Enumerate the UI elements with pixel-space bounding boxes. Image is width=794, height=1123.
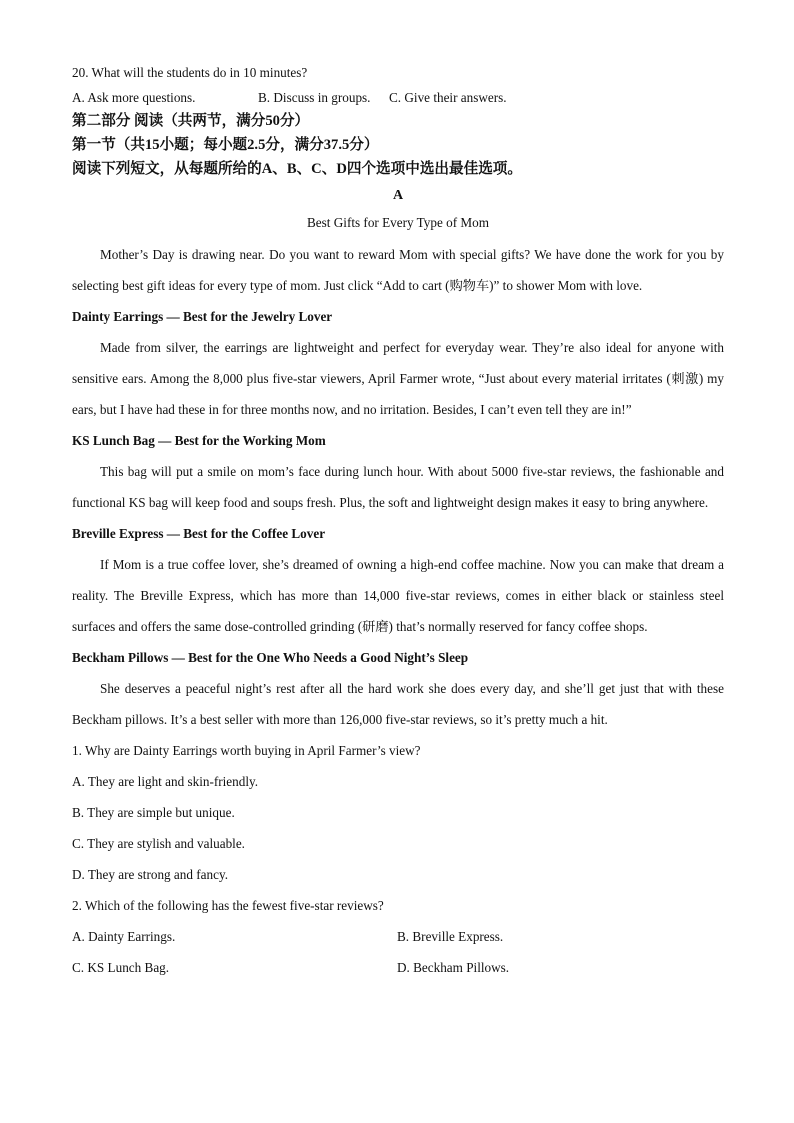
passage-title: Best Gifts for Every Type of Mom	[307, 215, 489, 230]
question-1-option-c: C. They are stylish and valuable.	[72, 836, 245, 851]
item-text-coffee-machine: If Mom is a true coffee lover, she’s dreamed of owning a high-end coffee machine. Now you can make that dream a reality. The Breville Express, which has more than 14,000 five-star reviews, comes in either black or stainless steel surfaces and offers the same dose-controlled grinding (研磨) that’s normally reserved for fancy coffee shops.	[72, 557, 724, 634]
question-1-option-d: D. They are strong and fancy.	[72, 867, 228, 882]
item-heading-earrings: Dainty Earrings — Best for the Jewelry Lover	[72, 309, 333, 324]
item-text-earrings: Made from silver, the earrings are lightweight and perfect for everyday wear. They’re also ideal for anyone with sensitive ears. Among the 8,000 plus five-star viewers, April Farmer wrote, “Just about every material irritates (刺激) my ears, but I have had these in for three months now, and no irritation. Besides, I can’t even tell they are in!”	[72, 340, 724, 417]
section-part2-heading: 第二部分 阅读（共两节，满分50分）	[72, 113, 310, 129]
question-2-options-row-1	[72, 921, 724, 952]
question-2-option-a: A. Dainty Earrings.	[72, 929, 176, 944]
passage-intro: Mother’s Day is drawing near. Do you want to reward Mom with special gifts? We have done the work for you by selecting best gift ideas for every type of mom. Just click “Add to cart (购物车)” to shower Mom with love.	[72, 247, 724, 293]
question-1-option-b: B. They are simple but unique.	[72, 805, 235, 820]
section-part2-sub-heading: 第一节（共15小题；每小题2.5分，满分37.5分）	[72, 137, 379, 153]
question-1-option-a: A. They are light and skin-friendly.	[72, 774, 259, 789]
question-2-option-b: B. Breville Express.	[397, 929, 504, 944]
item-text-lunch-bag: This bag will put a smile on mom’s face during lunch hour. With about 5000 five-star reviews, the fashionable and functional KS bag will keep food and soups fresh. Plus, the soft and lightweight design makes it easy to bring anywhere.	[72, 464, 724, 510]
question-2-option-c: C. KS Lunch Bag.	[72, 960, 170, 975]
question-20-options	[72, 89, 724, 107]
item-text-pillows: She deserves a peaceful night’s rest after all the hard work she does every day, and she’ll get just that with these Beckham pillows. It’s a best seller with more than 126,000 five-star reviews, so it’s pretty much a hit.	[72, 681, 724, 727]
question-2-option-d: D. Beckham Pillows.	[397, 960, 510, 975]
question-20-option-b: B. Discuss in groups.	[258, 90, 371, 105]
question-2-stem: 2. Which of the following has the fewest five-star reviews?	[72, 898, 384, 913]
question-20-option-a: A. Ask more questions.	[72, 90, 196, 105]
question-20-stem: 20. What will the students do in 10 minutes?	[72, 65, 308, 80]
section-instruction: 阅读下列短文，从每题所给的A、B、C、D四个选项中选出最佳选项。	[72, 161, 522, 177]
question-2-options-row-2	[72, 952, 724, 983]
item-heading-lunch-bag: KS Lunch Bag — Best for the Working Mom	[72, 433, 326, 448]
item-heading-coffee-machine: Breville Express — Best for the Coffee Lover	[72, 526, 326, 541]
page-content	[72, 64, 724, 983]
question-20-option-c: C. Give their answers.	[389, 90, 507, 105]
passage-letter: A	[392, 188, 404, 203]
question-1-stem: 1. Why are Dainty Earrings worth buying in April Farmer’s view?	[72, 743, 421, 758]
item-heading-pillows: Beckham Pillows — Best for the One Who Needs a Good Night’s Sleep	[72, 650, 469, 665]
